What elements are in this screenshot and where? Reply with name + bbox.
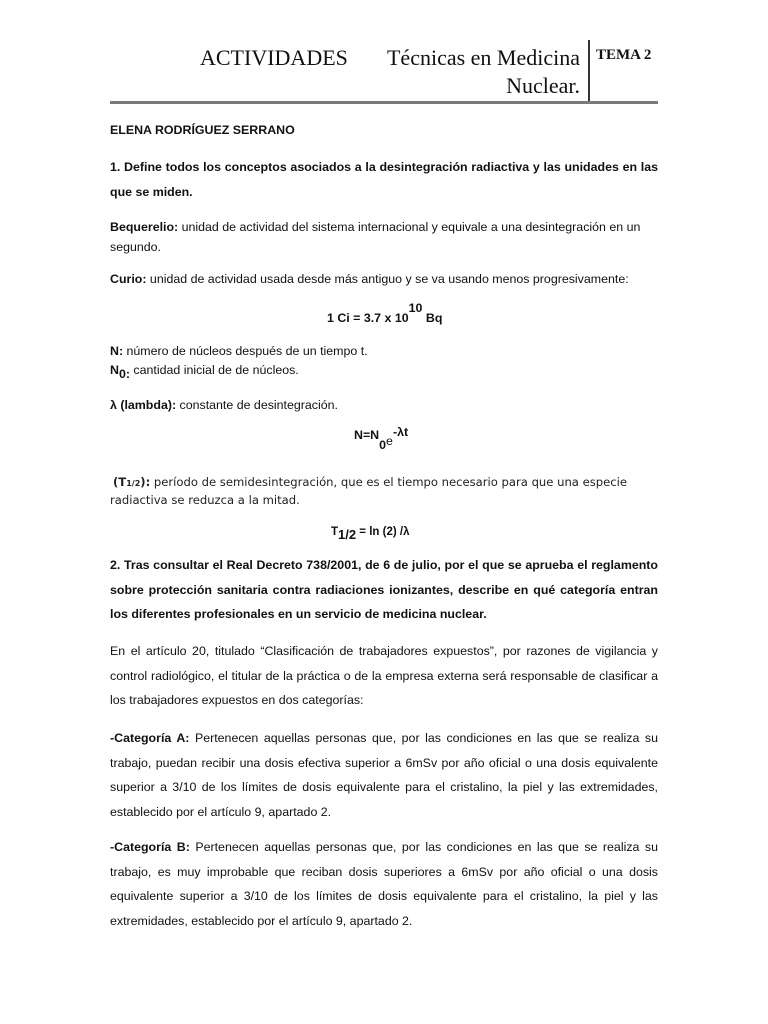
curie-definition — [110, 270, 658, 290]
becquerel-definition — [110, 218, 658, 257]
half-life-term-close: ): — [140, 475, 151, 489]
half-life-definition — [110, 474, 658, 509]
formula-decay-exponent: -λt — [392, 425, 409, 439]
header-subject-line2: Nuclear. — [506, 73, 580, 98]
half-life-text: período de semidesintegración, que es el tiempo necesario para que una especie radiactiva se reduzca a la mitad. — [110, 475, 627, 507]
header-activities: ACTIVIDADES — [200, 45, 348, 70]
lambda-term: λ (lambda): — [110, 398, 177, 412]
becquerel-term: Bequerelio: — [110, 220, 179, 234]
category-b-paragraph — [110, 835, 658, 933]
n0-definition — [110, 361, 658, 379]
formula-decay-left: N=N — [354, 428, 380, 442]
article-20-intro: En el artículo 20, titulado “Clasificación de trabajadores expuestos”, por razones de vigilancia y control radiológico, el titular de la práctica o de la empresa externa será responsable de clasificar a los trabajadores expuestos en dos categorías: — [110, 644, 658, 707]
half-life-term-open: (T — [113, 475, 127, 489]
category-a-text: Pertenecen aquellas personas que, por las condiciones en las que se realiza su trabajo, puedan recibir una dosis efectiva superior a 6mSv por año oficial o una dosis equivalente superior a 3/10 de los límites de dosis equivalente para el cristalino, la piel y las extremidades, establecido por el artículo 9, apartado 2. — [110, 731, 658, 819]
header-divider-horizontal — [110, 101, 658, 104]
n0-text: cantidad inicial de de núcleos. — [129, 363, 299, 377]
n-definition — [110, 342, 658, 360]
formula-half-life — [331, 523, 410, 542]
header-subject-line1: Técnicas en Medicina — [386, 45, 580, 70]
category-a-paragraph — [110, 726, 658, 824]
author-name: ELENA RODRÍGUEZ SERRANO — [110, 123, 295, 137]
curie-text: unidad de actividad usada desde más antiguo y se va usando menos progresivamente: — [146, 272, 629, 286]
question-2: 2. Tras consultar el Real Decreto 738/2001, de 6 de julio, por el que se aprueba el reglamento sobre protección sanitaria contra radiaciones ionizantes, describe en qué categoría entran los diferentes profesionales en un servicio de medicina nuclear. — [110, 558, 658, 621]
category-a-term: -Categoría A: — [110, 731, 190, 745]
lambda-definition — [110, 396, 658, 414]
n-term: N: — [110, 344, 124, 358]
lambda-text: constante de desintegración. — [176, 398, 338, 412]
formula-curie — [327, 301, 443, 325]
formula-decay-e: e — [386, 434, 393, 448]
header-tema-label: TEMA 2 — [596, 47, 652, 63]
half-life-term-sub: 1/2 — [126, 479, 141, 488]
formula-curie-base: 1 Ci = 3.7 x 10 — [327, 311, 409, 325]
n0-term: N — [110, 363, 119, 377]
formula-curie-unit: Bq — [422, 311, 443, 325]
formula-half-life-rest: = ln (2) /λ — [356, 526, 410, 538]
formula-curie-exponent: 10 — [408, 301, 423, 315]
category-b-term: -Categoría B: — [110, 840, 190, 854]
curie-term: Curio: — [110, 272, 147, 286]
formula-decay — [354, 425, 409, 452]
header-divider-vertical — [588, 40, 590, 102]
becquerel-text: unidad de actividad del sistema internacional y equivale a una desintegración en un segundo. — [110, 220, 641, 254]
category-b-text: Pertenecen aquellas personas que, por las condiciones en las que se realiza su trabajo, es muy improbable que reciban dosis superiores a 6mSv por año oficial o una dosis equivalente superior a 3/10 de los límites de dosis equivalente para el cristalino, la piel y las extremidades, establecido por el artículo 9, apartado 2. — [110, 840, 658, 928]
formula-half-life-base: T — [331, 526, 339, 538]
question-1: 1. Define todos los conceptos asociados a la desintegración radiactiva y las unidades en las que se miden. — [110, 160, 658, 199]
formula-half-life-subscript: 1/2 — [338, 527, 357, 542]
n-text: número de núcleos después de un tiempo t. — [123, 344, 368, 358]
n0-subscript: 0: — [118, 367, 130, 381]
formula-decay-subscript: 0 — [379, 438, 387, 452]
page-header — [200, 44, 580, 100]
